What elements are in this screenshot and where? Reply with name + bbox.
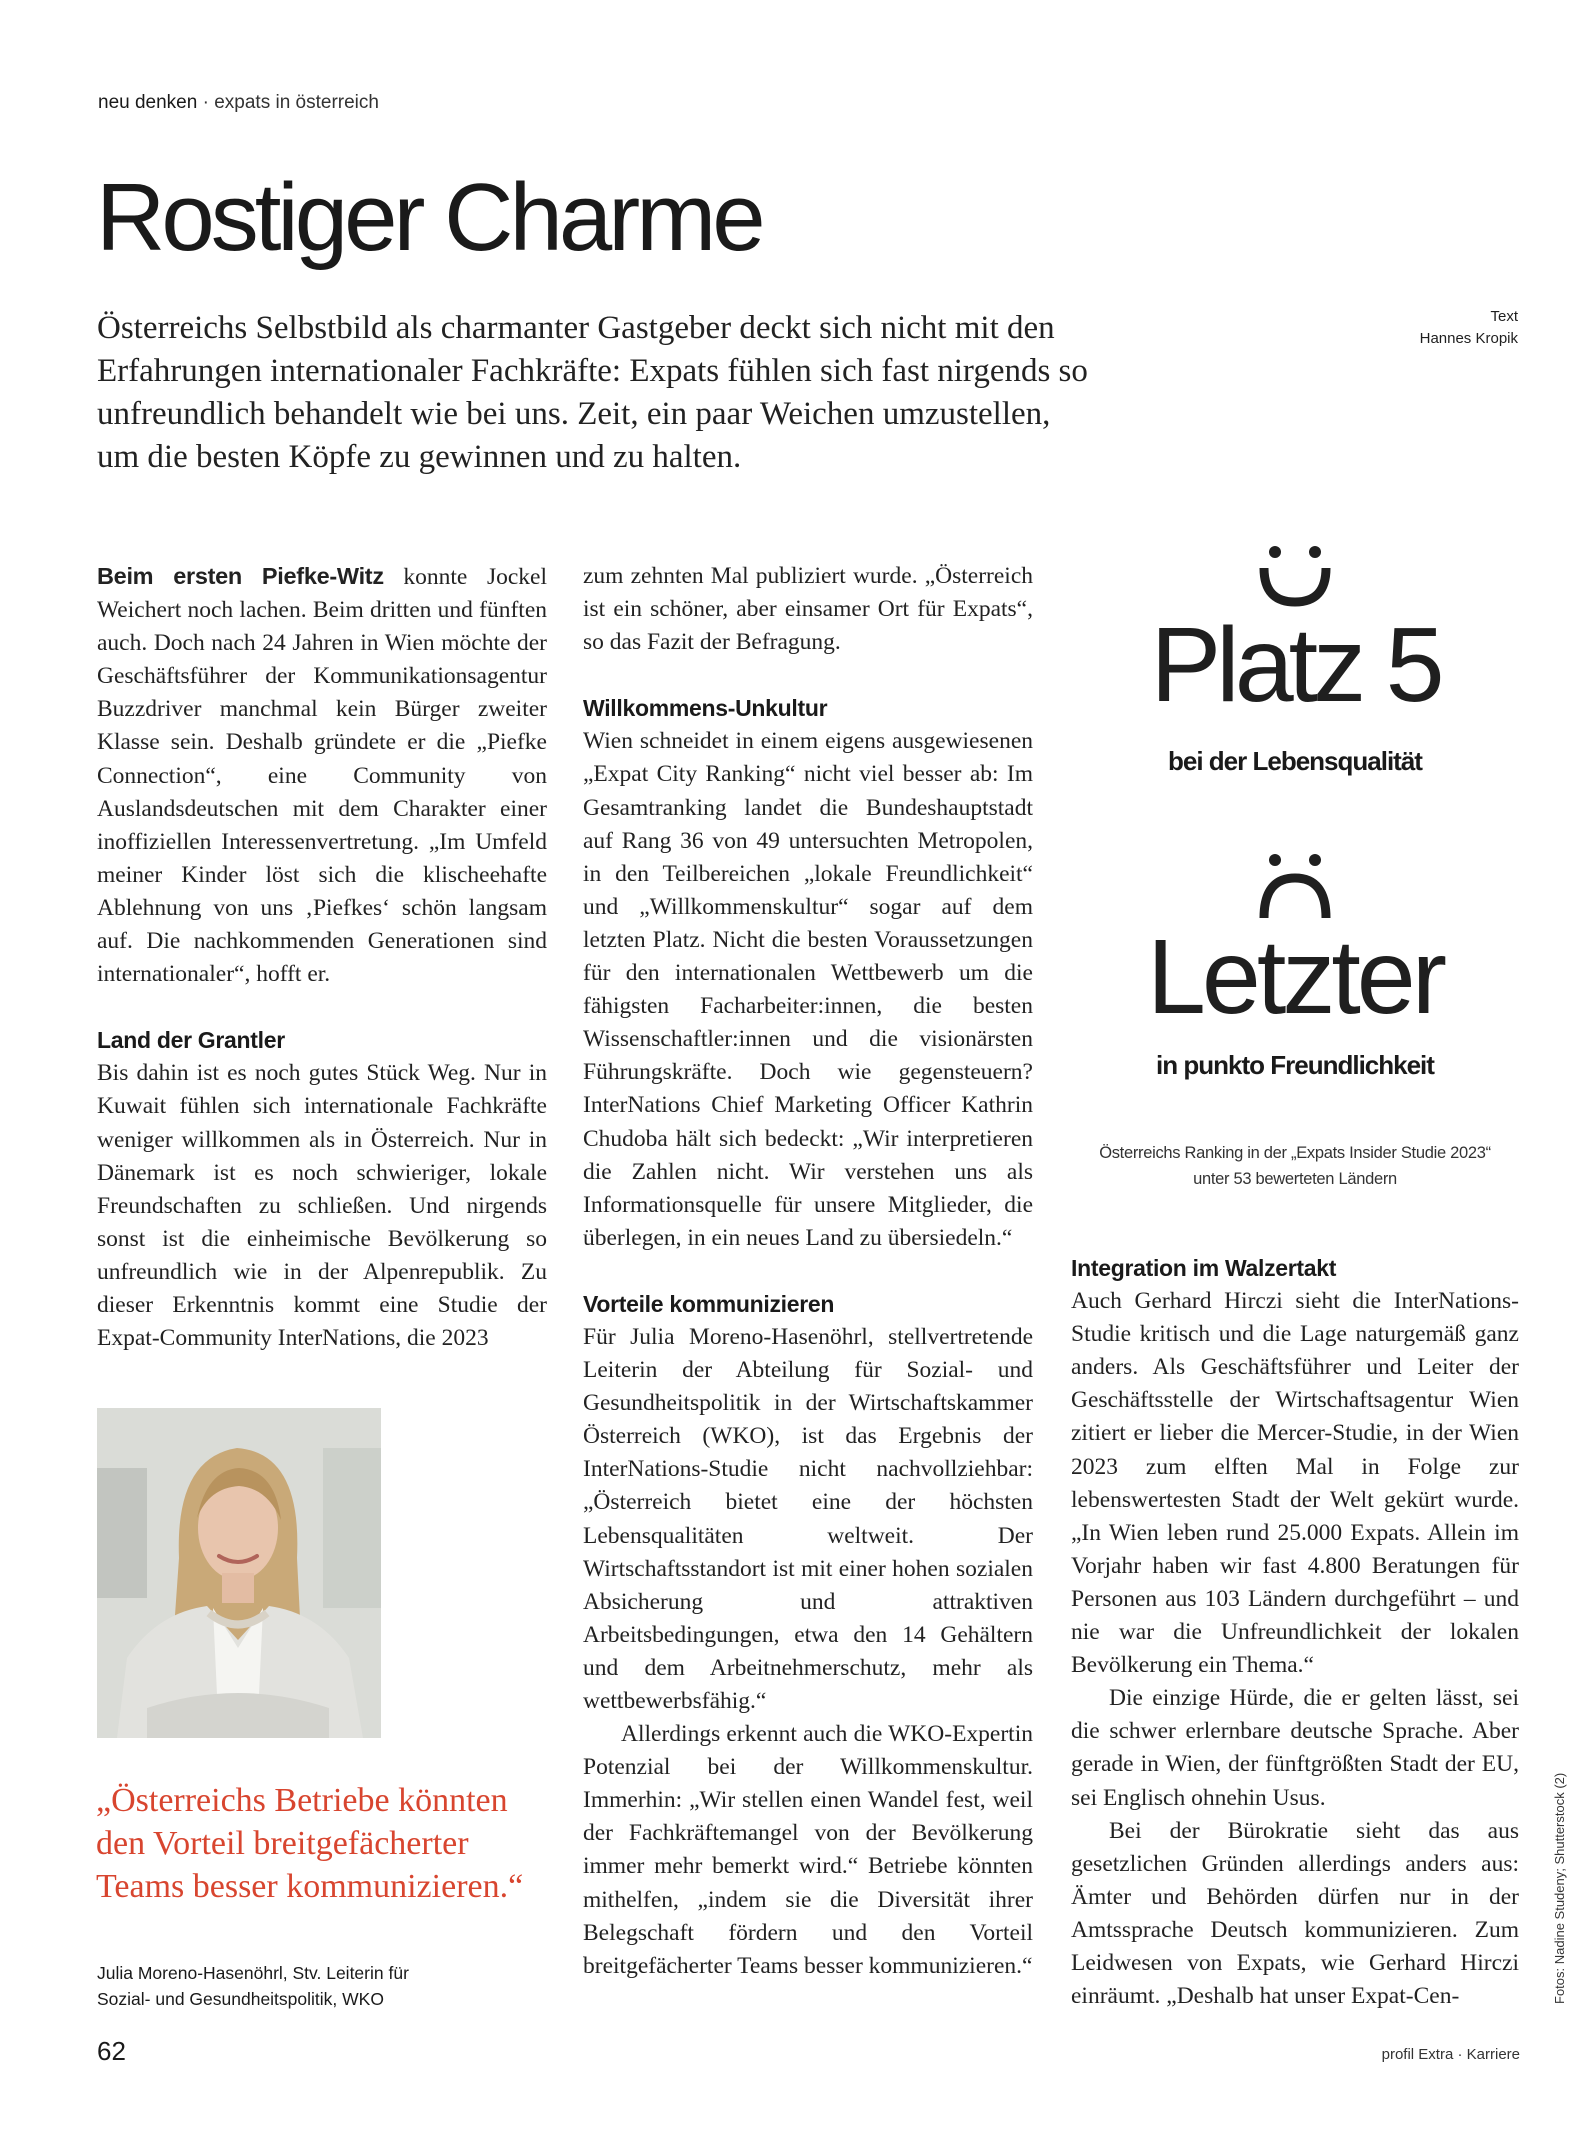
ranking-value-quality-of-life: Platz 5 [1150, 606, 1440, 724]
portrait-illustration [97, 1408, 381, 1738]
portrait-photo [97, 1408, 381, 1738]
subheading-integration-im-walzertakt: Integration im Walzertakt [1071, 1255, 1337, 1281]
subheading-land-der-grantler: Land der Grantler [97, 1027, 285, 1054]
subheading-willkommens-unkultur: Willkommens-Unkultur [583, 695, 828, 722]
body-column-1 [97, 560, 547, 1355]
quote-source-line-1: Julia Moreno-Hasenöhrl, Stv. Leiterin für [97, 1963, 409, 1983]
body-paragraph: Auch Gerhard Hirczi sieht die InterNations-Studie kritisch und die Lage naturgemäß ganz anders. Als Geschäftsführer und Leiter der Geschäftsstelle der Wirtschaftsagentur Wien zitiert er lieber die Mercer-Studie, in der Wien 2023 zum elften Mal in Folge zur lebenswertesten Stadt der Welt gekürt wurde. „In Wien leben rund 25.000 Expats. Allein im Vorjahr haben wir fast 4.800 Beratungen für Personen aus 103 Ländern durchgeführt – und nie war die Unfreundlichkeit der lokalen Bevölkerung ein Thema.“ [1071, 1288, 1519, 1679]
ranking-caption-line-1: Österreichs Ranking in der „Expats Insider Studie 2023“ [1099, 1144, 1491, 1162]
paragraph-text: konnte Jockel Weichert noch lachen. Beim dritten und fünften auch. Doch nach 24 Jahren in Wien möchte der Geschäftsführer der Kommunikationsagentur Buzzdriver manchmal kein Bürger zweiter Klasse sein. Deshalb gründete er die „Piefke Connection“, eine Community von Auslandsdeutschen mit dem Charakter einer inoffiziellen Interessenvertretung. „Im Umfeld meiner Kinder löst sich die klischeehafte Ablehnung von uns ‚Piefkes‘ schön langsam auf. Die nachkommenden Generationen sind internationaler“, hofft er. [97, 564, 547, 988]
section-kicker [98, 92, 379, 114]
page-number: 62 [97, 2036, 126, 2066]
ranking-value-friendliness: Letzter [1146, 918, 1444, 1036]
byline-label: Text [1490, 308, 1518, 325]
body-paragraph: Bei der Bürokratie sieht das aus gesetzlichen Gründen allerdings anders aus: Ämter und Behörden dürfen nur in der Amtssprache Deutsch kommunizieren. Zum Leidwesen von Expats, wie Gerhard Hirczi einräumt. „Deshalb hat unser Expat-Cen- [1071, 1817, 1519, 2010]
body-paragraph: Die einzige Hürde, die er gelten lässt, sei die schwer erlernbare deutsche Sprache. Aber gerade in Wien, der fünftgrößten Stadt der EU, sei Englisch ohnehin Usus. [1071, 1685, 1519, 1811]
byline [1300, 306, 1518, 350]
ranking-label-quality-of-life: bei der Lebensqualität [1168, 746, 1422, 776]
body-column-3 [1071, 1252, 1519, 2013]
kicker-separator: · [202, 92, 209, 113]
ranking-caption [1071, 1140, 1519, 1192]
photo-credit: Fotos: Nadine Studeny; Shutterstock (2) [1552, 1772, 1567, 2004]
ranking-infographic [1071, 540, 1519, 1200]
pull-quote-source [97, 1960, 547, 2012]
body-paragraph: Bis dahin ist es noch gutes Stück Weg. Nur in Kuwait fühlen sich internationale Fachkräfte weniger willkommen als in Österreich. Nur in Dänemark ist es noch schwieriger, lokale Freundschaften zu schließen. Und nirgends sonst ist die einheimische Bevölkerung so unfreundlich wie in der Alpenrepublik. Zu dieser Erkenntnis kommt eine Studie der Expat-Community InterNations, die 2023 [97, 1060, 547, 1352]
body-paragraph: Allerdings erkennt auch die WKO-Expertin Potenzial bei der Willkommenskultur. Immerhin: „Wir stellen einen Wandel fest, weil der Fachkräftemangel von der Bevölkerung immer mehr bemerkt wird.“ Betriebe könnten mithelfen, „indem sie die Diversität ihrer Belegschaft fördern und den Vorteil breitgefächerter Teams besser kommunizieren.“ [583, 1721, 1033, 1979]
body-paragraph: Wien schneidet in einem eigens ausgewiesenen „Expat City Ranking“ nicht viel besser ab: Im Gesamtranking landet die Bundeshauptstadt auf Rang 36 von 49 untersuchten Metropolen, in den Teilbereichen „lokale Freundlichkeit“ und „Willkommenskultur“ sogar auf dem letzten Platz. Nicht die besten Voraussetzungen für den internationalen Wettbewerb um die fähigsten Facharbeiter:innen, die besten Wissenschaftler:innen und die visionärsten Führungskräfte. Doch wie gegensteuern? InterNations Chief Marketing Officer Kathrin Chudoba hält sich bedeckt: „Wir interpretieren die Zahlen nicht. Wir verstehen uns als Informationsquelle für unsere Mitglieder, die überlegen, in ein neues Land zu übersiedeln.“ [583, 728, 1033, 1251]
publication-footer: profil Extra · Karriere [1381, 2046, 1520, 2063]
body-paragraph [97, 560, 547, 991]
ranking-caption-line-2: unter 53 bewerteten Ländern [1193, 1170, 1397, 1188]
byline-author: Hannes Kropik [1419, 330, 1518, 347]
body-paragraph: Für Julia Moreno-Hasenöhrl, stellvertretende Leiterin der Abteilung für Sozial- und Gesundheitspolitik in der Wirtschaftskammer Österreich (WKO), ist das Ergebnis der InterNations-Studie nicht nachvollziehbar: „Österreich bietet eine der höchsten Lebensqualitäten weltweit. Der Wirtschaftsstandort ist mit einer hohen sozialen Absicherung und attraktiven Arbeitsbedingungen, etwa den 14 Gehältern und dem Arbeitnehmerschutz, mehr als wettbewerbsfähig.“ [583, 1323, 1033, 1714]
section-name: neu denken [98, 92, 198, 113]
ranking-label-friendliness: in punkto Freundlichkeit [1156, 1050, 1434, 1080]
article-lead: Österreichs Selbstbild als charmanter Gastgeber deckt sich nicht mit den Erfahrungen internationaler Fachkräfte: Expats fühlen sich fast nirgends so unfreundlich behandelt wie bei uns. Zeit, ein paar Weichen umzustellen, um die besten Köpfe zu gewinnen und zu halten. [97, 310, 1088, 475]
pull-quote: „Österreichs Betriebe könnten den Vorteil breitgefächerter Teams besser kommunizieren.“ [96, 1782, 524, 1905]
article-title: Rostiger Charme [96, 164, 762, 271]
body-column-2 [583, 560, 1033, 1983]
section-topic: expats in österreich [214, 92, 379, 113]
smiley-happy-icon [1255, 540, 1335, 610]
smiley-sad-icon [1255, 852, 1335, 922]
body-paragraph: zum zehnten Mal publiziert wurde. „Österreich ist ein schöner, aber einsamer Ort für Expats“, so das Fazit der Befragung. [583, 563, 1033, 656]
subheading-vorteile-kommunizieren: Vorteile kommunizieren [583, 1290, 835, 1317]
paragraph-lead-in: Beim ersten Piefke-Witz [97, 563, 384, 589]
quote-source-line-2: Sozial- und Gesundheitspolitik, WKO [97, 1989, 384, 2009]
